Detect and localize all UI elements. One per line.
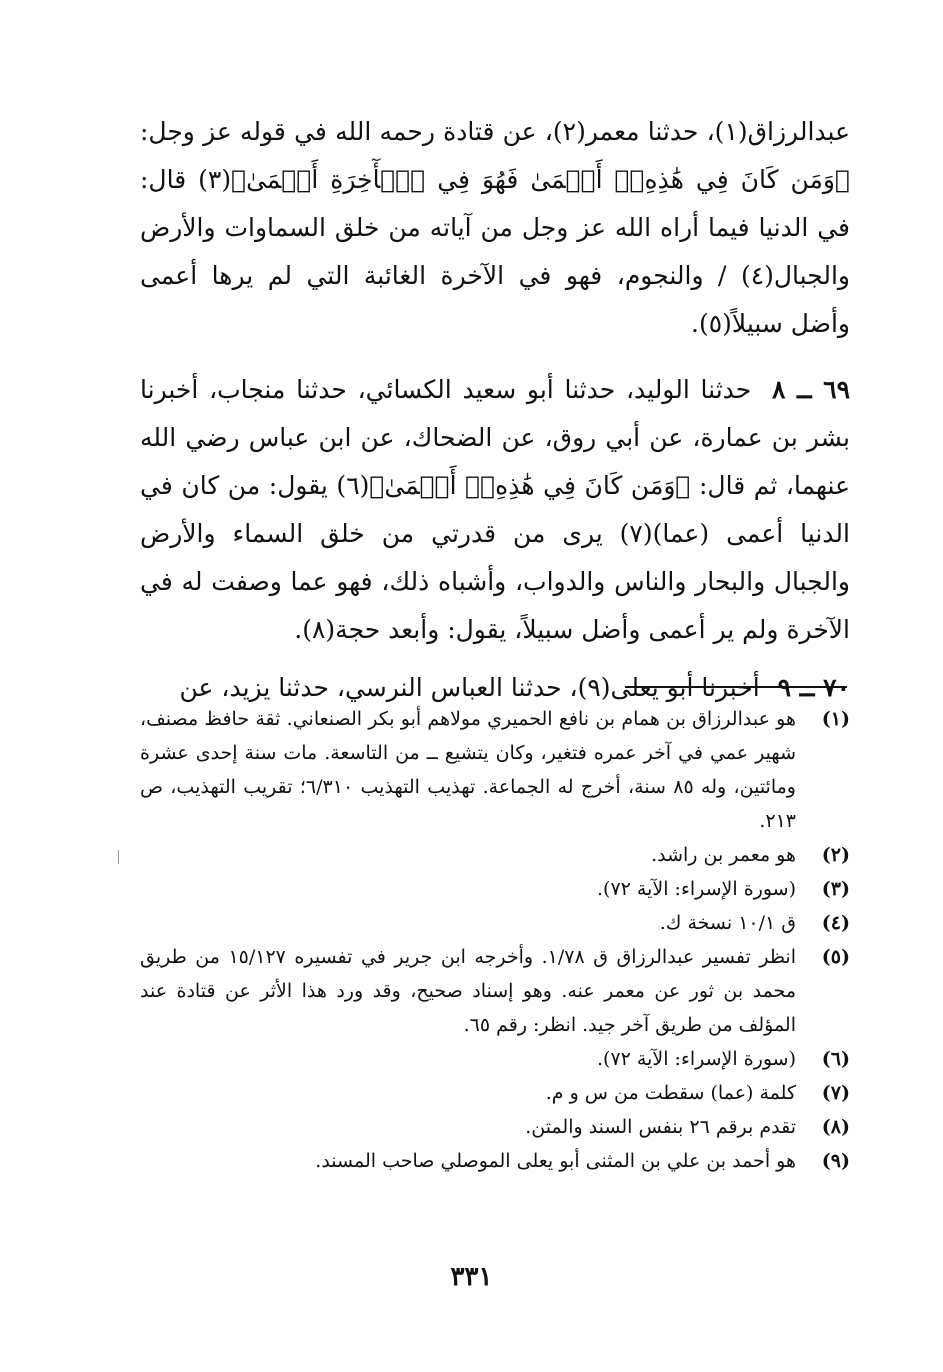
hadith-number-70: ٧٠ ــ ٩	[777, 673, 850, 702]
footnote-5	[140, 940, 850, 1042]
footnote-text: (سورة الإسراء: الآية ٧٢).	[597, 1048, 796, 1070]
footnote-number: (٧)	[821, 1082, 850, 1104]
page-number: ٣٣١	[450, 1262, 493, 1292]
footnote-number: (٢)	[821, 844, 850, 866]
hadith-70-text: أخبرنا أبو يعلى(٩)، حدثنا العباس النرسي، حدثنا يزيد، عن	[179, 673, 760, 702]
footnote-number: (١)	[821, 708, 850, 730]
paragraph-hadith-69	[140, 366, 850, 654]
footnote-text: هو معمر بن راشد.	[651, 844, 796, 866]
footnote-text: كلمة (عما) سقطت من س و م.	[545, 1082, 796, 1104]
footnote-2	[140, 838, 850, 872]
scan-mark	[118, 850, 119, 864]
footnote-number: (٨)	[821, 1116, 850, 1138]
footnote-number: (٦)	[821, 1048, 850, 1070]
footnote-text: هو أحمد بن علي بن المثنى أبو يعلى الموصلي صاحب المسند.	[315, 1150, 796, 1172]
hadith-number-69: ٦٩ ــ ٨	[772, 375, 850, 404]
footnote-number: (٣)	[821, 878, 850, 900]
footnotes	[140, 702, 850, 1178]
paragraph-1-text: عبدالرزاق(١)، حدثنا معمر(٢)، عن قتادة رحمه الله في قوله عز وجل: ﴿وَمَن كَانَ فِي هَٰذِهِۦٓ أَعۡمَىٰ فَهُوَ فِي ٱلۡأٓخِرَةِ أَعۡمَىٰ﴾(٣) قال: في الدنيا فيما أراه الله عز وجل من آياته من خلق السماوات والأرض والجبال(٤) / والنجوم، فهو في الآخرة الغائبة التي لم يرها أعمى وأضل سبيلاً(٥).	[140, 117, 850, 338]
footnote-9	[140, 1144, 850, 1178]
footnote-text: ق ١٠/١ نسخة ك.	[659, 912, 796, 934]
hadith-69-text: حدثنا الوليد، حدثنا أبو سعيد الكسائي، حدثنا منجاب، أخبرنا بشر بن عمارة، عن أبي روق، عن الضحاك، عن ابن عباس رضي الله عنهما، ثم قال: ﴿وَمَن كَانَ فِي هَٰذِهِۦٓ أَعۡمَىٰ﴾(٦) يقول: من كان في الدنيا أعمى (عما)(٧) يرى من قدرتي من خلق السماء والأرض والجبال والبحار والناس والدواب، وأشباه ذلك، فهو عما وصفت له في الآخرة ولم ير أعمى وأضل سبيلاً، يقول: وأبعد حجة(٨).	[140, 375, 850, 644]
footnote-number: (٤)	[821, 912, 850, 934]
main-text	[140, 108, 850, 720]
footnote-8	[140, 1110, 850, 1144]
footnote-text: (سورة الإسراء: الآية ٧٢).	[597, 878, 796, 900]
footnote-3	[140, 872, 850, 906]
footnote-4	[140, 906, 850, 940]
footnote-text: تقدم برقم ٢٦ بنفس السند والمتن.	[525, 1116, 796, 1138]
footnote-7	[140, 1076, 850, 1110]
footnote-number: (٥)	[821, 946, 850, 968]
footnote-text: انظر تفسير عبدالرزاق ق ١/٧٨. وأخرجه ابن جرير في تفسيره ١٥/١٢٧ من طريق محمد بن ثور عن معمر عنه. وهو إسناد صحيح، وقد ورد هذا الأثر عن قتادة عند المؤلف من طريق آخر جيد. انظر: رقم ٦٥.	[140, 946, 796, 1036]
footnote-1	[140, 702, 850, 838]
footnote-separator	[625, 686, 847, 688]
footnote-text: هو عبدالرزاق بن همام بن نافع الحميري مولاهم أبو بكر الصنعاني. ثقة حافظ مصنف، شهير عمي في آخر عمره فتغير، وكان يتشيع ــ من التاسعة. مات سنة إحدى عشرة ومائتين، وله ٨٥ سنة، أخرج له الجماعة. تهذيب التهذيب ٦/٣١٠؛ تقريب التهذيب، ص ٢١٣.	[140, 708, 796, 832]
paragraph-1	[140, 108, 850, 348]
footnote-number: (٩)	[821, 1150, 850, 1172]
footnote-6	[140, 1042, 850, 1076]
